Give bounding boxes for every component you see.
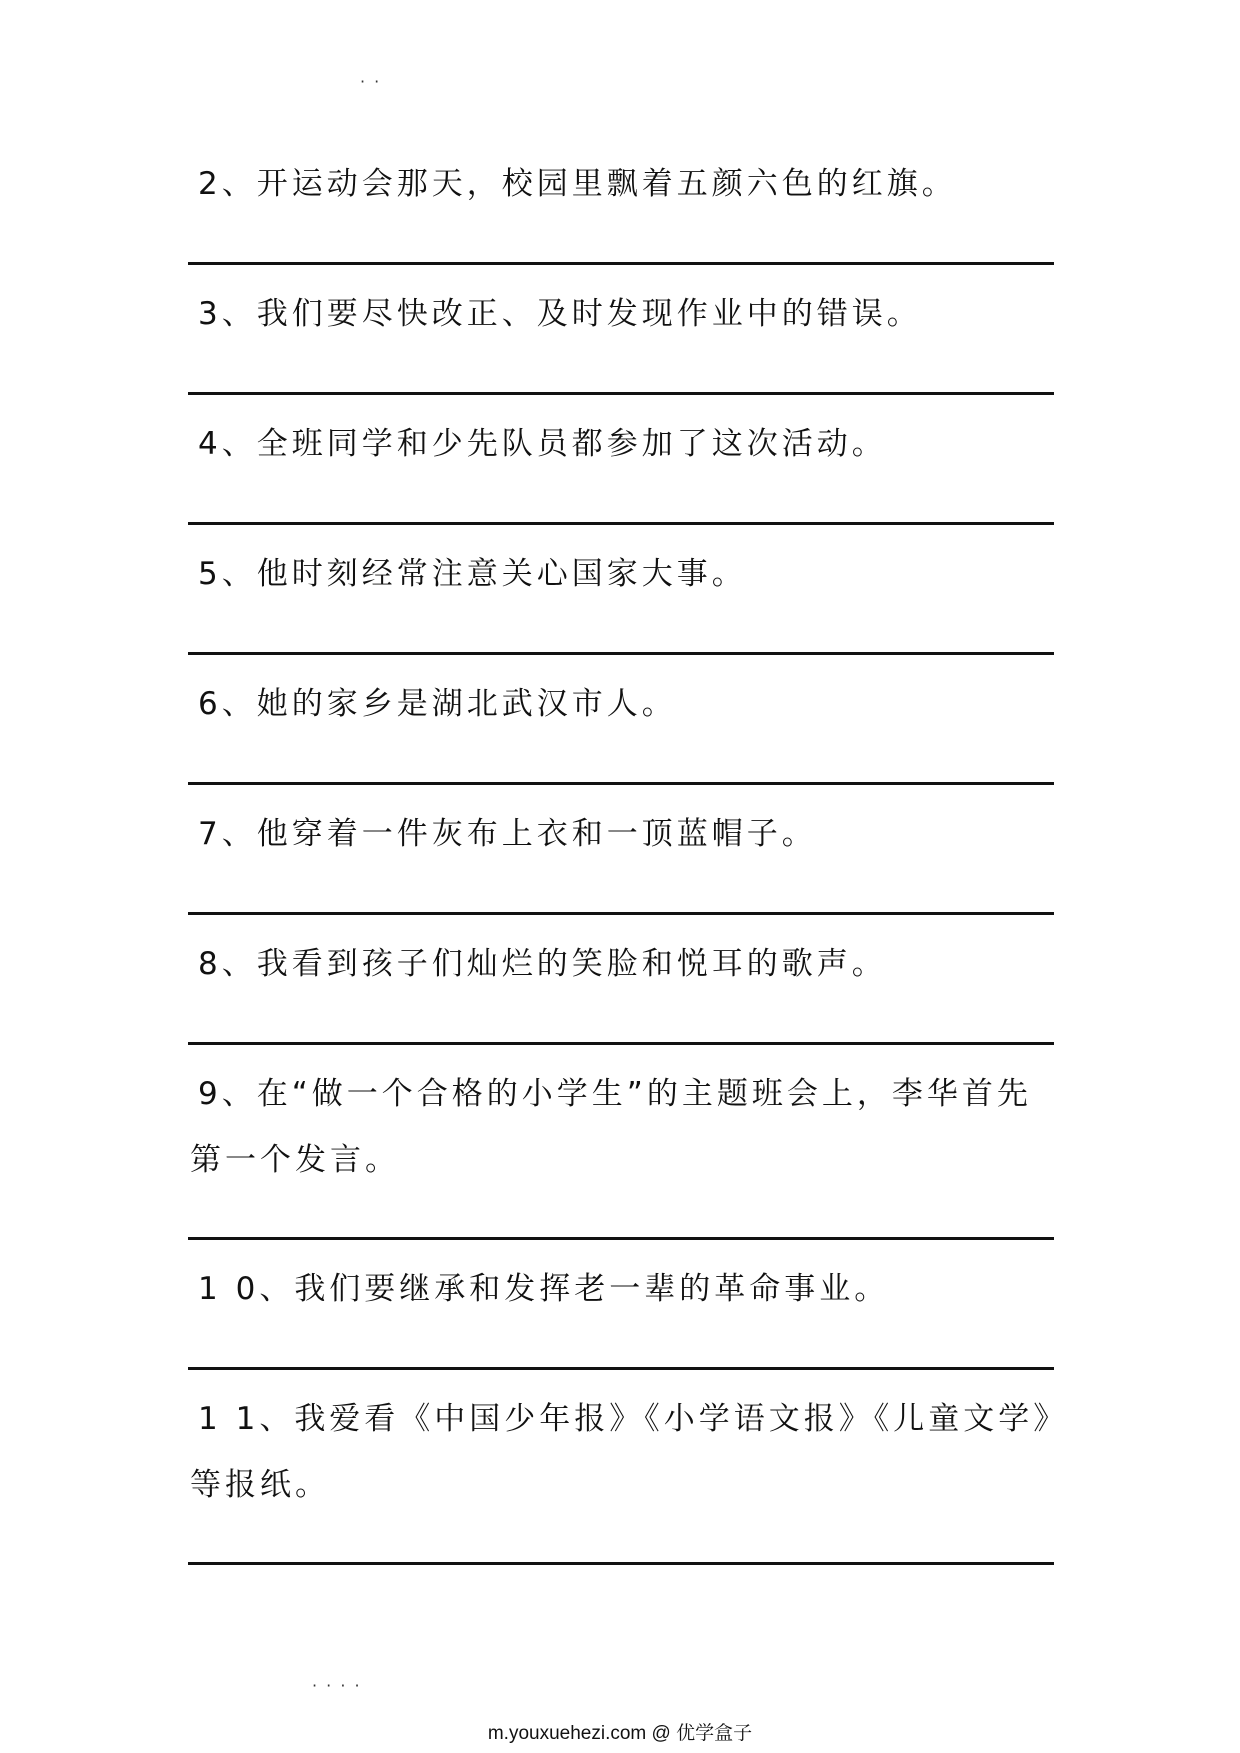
question-3 xyxy=(190,281,1054,347)
question-separator: 、 xyxy=(221,946,257,982)
question-separator: 、 xyxy=(221,426,257,462)
question-number: 1 1 xyxy=(198,1401,260,1437)
question-10 xyxy=(190,1256,1054,1322)
bottom-emphasis-mark: · · · · xyxy=(312,1676,362,1695)
question-11 xyxy=(190,1386,1054,1518)
question-separator: 、 xyxy=(259,1271,295,1307)
footer-site: m.youxuehezi.com xyxy=(487,1723,647,1744)
question-separator: 、 xyxy=(221,816,257,852)
question-9 xyxy=(190,1061,1054,1193)
answer-line-3[interactable] xyxy=(188,392,1054,395)
question-text: 在“做一个合格的小学生”的主题班会上，李华首先第一个发言。 xyxy=(190,1076,1032,1178)
answer-line-7[interactable] xyxy=(188,912,1054,915)
answer-line-6[interactable] xyxy=(188,782,1054,785)
answer-line-8[interactable] xyxy=(188,1042,1054,1045)
top-emphasis-mark: · · xyxy=(360,72,382,91)
question-number: 9 xyxy=(198,1076,222,1112)
question-text: 他时刻经常注意关心国家大事。 xyxy=(256,556,747,592)
answer-line-10[interactable] xyxy=(188,1367,1054,1370)
answer-line-5[interactable] xyxy=(188,652,1054,655)
question-number: 6 xyxy=(198,686,222,722)
question-6 xyxy=(190,671,1054,737)
footer-at: @ xyxy=(651,1723,671,1744)
question-number: 2 xyxy=(198,166,222,202)
question-separator: 、 xyxy=(221,686,257,722)
footer-brand: 优学盒子 xyxy=(676,1723,753,1744)
question-8 xyxy=(190,931,1054,997)
answer-line-4[interactable] xyxy=(188,522,1054,525)
question-separator: 、 xyxy=(221,556,257,592)
answer-line-11[interactable] xyxy=(188,1562,1054,1565)
question-text: 她的家乡是湖北武汉市人。 xyxy=(256,686,677,722)
question-text: 他穿着一件灰布上衣和一顶蓝帽子。 xyxy=(256,816,817,852)
question-text: 我爱看《中国少年报》《小学语文报》《儿童文学》等报纸。 xyxy=(190,1401,1053,1503)
question-number: 1 0 xyxy=(198,1271,260,1307)
question-text: 全班同学和少先队员都参加了这次活动。 xyxy=(256,426,887,462)
question-separator: 、 xyxy=(259,1401,295,1437)
question-separator: 、 xyxy=(221,166,257,202)
question-text: 我看到孩子们灿烂的笑脸和悦耳的歌声。 xyxy=(256,946,887,982)
question-text: 我们要尽快改正、及时发现作业中的错误。 xyxy=(256,296,922,332)
question-number: 5 xyxy=(198,556,222,592)
question-4 xyxy=(190,411,1054,477)
question-number: 8 xyxy=(198,946,222,982)
question-text: 我们要继承和发挥老一辈的革命事业。 xyxy=(294,1271,890,1307)
question-7 xyxy=(190,801,1054,867)
question-text: 开运动会那天，校园里飘着五颜六色的红旗。 xyxy=(256,166,957,202)
question-5 xyxy=(190,541,1054,607)
question-number: 3 xyxy=(198,296,222,332)
question-number: 4 xyxy=(198,426,222,462)
question-separator: 、 xyxy=(221,296,257,332)
answer-line-2[interactable] xyxy=(188,262,1054,265)
question-2 xyxy=(190,151,1054,217)
footer-watermark xyxy=(0,1718,1240,1745)
answer-line-9[interactable] xyxy=(188,1237,1054,1240)
question-separator: 、 xyxy=(221,1076,257,1112)
question-number: 7 xyxy=(198,816,222,852)
